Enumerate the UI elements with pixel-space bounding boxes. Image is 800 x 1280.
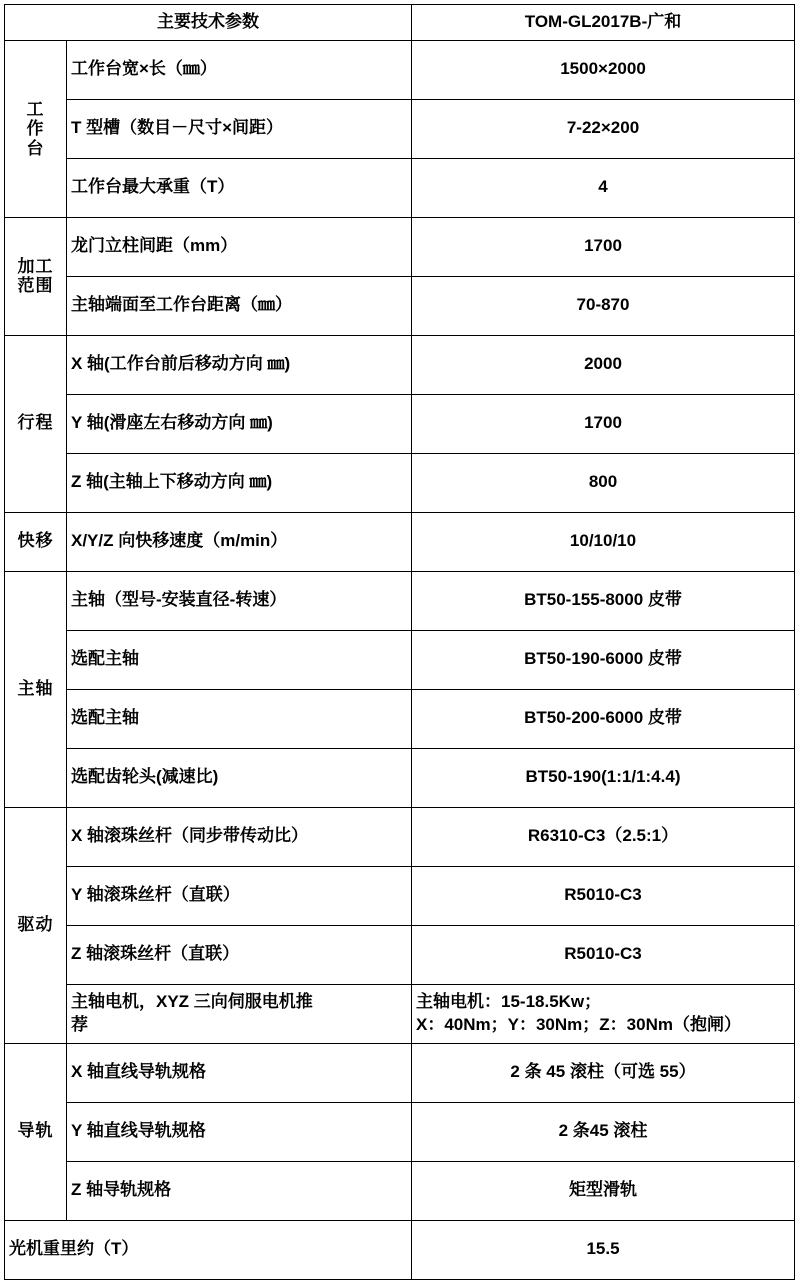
group-label-drive: 驱动 (5, 807, 67, 1043)
table-row (5, 99, 795, 158)
row-item-label-line1: 主轴电机，XYZ 三向伺服电机推 (71, 991, 313, 1011)
row-item-label-motor (67, 984, 412, 1043)
table-row (5, 630, 795, 689)
row-item-label: Y 轴(滑座左右移动方向 ㎜) (67, 394, 412, 453)
group-label-char: 工 (26, 99, 45, 119)
group-label-guideway: 导轨 (5, 1043, 67, 1220)
technical-parameters-table (4, 4, 795, 1280)
row-item-label: 主轴（型号-安装直径-转速） (67, 571, 412, 630)
group-label-machining-range (5, 217, 67, 335)
row-item-label: Z 轴(主轴上下移动方向 ㎜) (67, 453, 412, 512)
row-value: BT50-155-8000 皮带 (412, 571, 795, 630)
row-value: 4 (412, 158, 795, 217)
table-row (5, 512, 795, 571)
row-item-label: Y 轴滚珠丝杆（直联） (67, 866, 412, 925)
row-value: 2 条 45 滚柱（可选 55） (412, 1043, 795, 1102)
row-value: 1700 (412, 394, 795, 453)
row-value: 70-870 (412, 276, 795, 335)
row-item-label: 龙门立柱间距（mm） (67, 217, 412, 276)
row-value: R6310-C3（2.5:1） (412, 807, 795, 866)
group-label-worktable (5, 40, 67, 217)
group-label-travel: 行程 (5, 335, 67, 512)
table-row (5, 217, 795, 276)
row-item-label: Z 轴滚珠丝杆（直联） (67, 925, 412, 984)
table-header-row (5, 5, 795, 41)
table-row (5, 1220, 795, 1279)
table-row (5, 571, 795, 630)
row-item-label: Y 轴直线导轨规格 (67, 1102, 412, 1161)
row-item-label: 工作台宽×长（㎜） (67, 40, 412, 99)
row-item-label: 选配齿轮头(减速比) (67, 748, 412, 807)
table-row (5, 453, 795, 512)
row-item-label-machine-weight: 光机重里约（T） (5, 1220, 412, 1279)
row-item-label: 选配主轴 (67, 630, 412, 689)
table-row (5, 40, 795, 99)
row-value: R5010-C3 (412, 925, 795, 984)
row-item-label: Z 轴导轨规格 (67, 1161, 412, 1220)
table-row (5, 807, 795, 866)
table-row (5, 866, 795, 925)
row-value: 1500×2000 (412, 40, 795, 99)
row-item-label: 选配主轴 (67, 689, 412, 748)
row-item-label: X 轴滚珠丝杆（同步带传动比） (67, 807, 412, 866)
table-row (5, 1102, 795, 1161)
row-item-label: X 轴(工作台前后移动方向 ㎜) (67, 335, 412, 394)
table-row (5, 335, 795, 394)
group-label-spindle: 主轴 (5, 571, 67, 807)
row-value: 7-22×200 (412, 99, 795, 158)
row-item-label: 工作台最大承重（T） (67, 158, 412, 217)
table-row (5, 276, 795, 335)
row-item-label: X 轴直线导轨规格 (67, 1043, 412, 1102)
row-value: BT50-190-6000 皮带 (412, 630, 795, 689)
group-label-char: 台 (26, 138, 45, 158)
table-row (5, 1043, 795, 1102)
row-value-motor (412, 984, 795, 1043)
table-body (5, 5, 795, 1280)
row-item-label-line2: 荐 (71, 1014, 88, 1034)
row-value: 2 条45 滚柱 (412, 1102, 795, 1161)
row-value: BT50-190(1:1/1:4.4) (412, 748, 795, 807)
row-value-line2: X：40Nm；Y：30Nm；Z：30Nm（抱闸） (416, 1014, 741, 1034)
group-label-char: 范围 (17, 276, 54, 296)
group-label-rapid-traverse: 快移 (5, 512, 67, 571)
row-value-line1: 主轴电机：15-18.5Kw； (416, 991, 602, 1011)
table-row (5, 925, 795, 984)
row-value: 矩型滑轨 (412, 1161, 795, 1220)
row-value: R5010-C3 (412, 866, 795, 925)
row-value: BT50-200-6000 皮带 (412, 689, 795, 748)
row-item-label: 主轴端面至工作台距离（㎜） (67, 276, 412, 335)
table-row (5, 748, 795, 807)
row-item-label: T 型槽（数目－尺寸×间距） (67, 99, 412, 158)
header-param-title: 主要技术参数 (5, 5, 412, 41)
row-value: 1700 (412, 217, 795, 276)
row-item-label: X/Y/Z 向快移速度（m/min） (67, 512, 412, 571)
header-model-title: TOM-GL2017B-广和 (412, 5, 795, 41)
row-value-machine-weight: 15.5 (412, 1220, 795, 1279)
group-label-char: 作 (26, 119, 45, 139)
table-row (5, 984, 795, 1043)
table-row (5, 1161, 795, 1220)
row-value: 2000 (412, 335, 795, 394)
table-row (5, 689, 795, 748)
table-row (5, 158, 795, 217)
table-row (5, 394, 795, 453)
row-value: 800 (412, 453, 795, 512)
row-value: 10/10/10 (412, 512, 795, 571)
group-label-char: 加工 (17, 256, 54, 276)
